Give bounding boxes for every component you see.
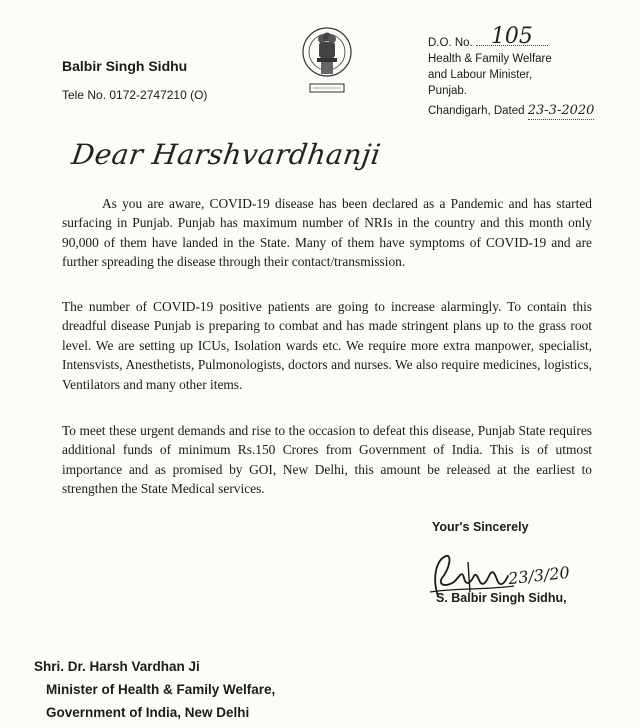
addressee-name: Shri. Dr. Harsh Vardhan Ji <box>34 659 200 674</box>
do-number-row <box>428 24 594 51</box>
addressee-block <box>34 655 275 724</box>
state-name: Punjab. <box>428 85 468 97</box>
addressee-office: Government of India, New Delhi <box>46 705 250 720</box>
salutation: Dear Harshvardhanji <box>69 138 383 171</box>
designation-line1: Health & Family Welfare <box>428 53 552 65</box>
addressee-designation: Minister of Health & Family Welfare, <box>46 682 276 697</box>
letter-date: 23-3-2020 <box>527 103 595 118</box>
paragraph-3: To meet these urgent demands and rise to the occasion to defeat this disease, Punjab State requires additional funds of minimum Rs.150 Crores from Government of India. This is of utmost importance and as promised by GOI, New Delhi, this amount be released at the earliest to strengthen the State Medical services. <box>62 423 592 497</box>
state-emblem-icon <box>300 20 354 106</box>
do-label: D.O. No. <box>428 37 473 49</box>
dated-label: Chandigarh, Dated <box>428 105 525 117</box>
paragraph-2: The number of COVID-19 positive patients are going to increase alarmingly. To contain this dreadful disease Punjab is preparing to combat and has made stringent plans up to the grass root level. We are setting up ICUs, Isolation wards etc. We require more extra manpower, specialist, Intensvists, Anesthetists, Pulmonologists, doctors and nurses. We also require medicines, logistics, Ventilators and many other items. <box>62 299 592 392</box>
do-number: 105 <box>476 29 548 46</box>
paragraph-1 <box>62 194 592 272</box>
signatory-name: S. Balbir Singh Sidhu, <box>436 591 567 605</box>
closing-text: Your's Sincerely <box>432 520 529 534</box>
designation-line2: and Labour Minister, <box>428 69 533 81</box>
paragraph-1-text: As you are aware, COVID-19 disease has been declared as a Pandemic and has started surfacing in Punjab. Punjab has maximum number of NRIs in the country and this month only 90,000 of them have landed in the State. Many of them have symptoms of COVID-19 and are further spreading the disease through their contact/transmission. <box>62 196 592 270</box>
date-row <box>428 103 594 120</box>
sender-telephone: Tele No. 0172-2747210 (O) <box>62 88 208 102</box>
signature-date: 23/3/20 <box>507 562 571 589</box>
reference-block <box>428 24 595 120</box>
sender-name: Balbir Singh Sidhu <box>62 58 188 74</box>
